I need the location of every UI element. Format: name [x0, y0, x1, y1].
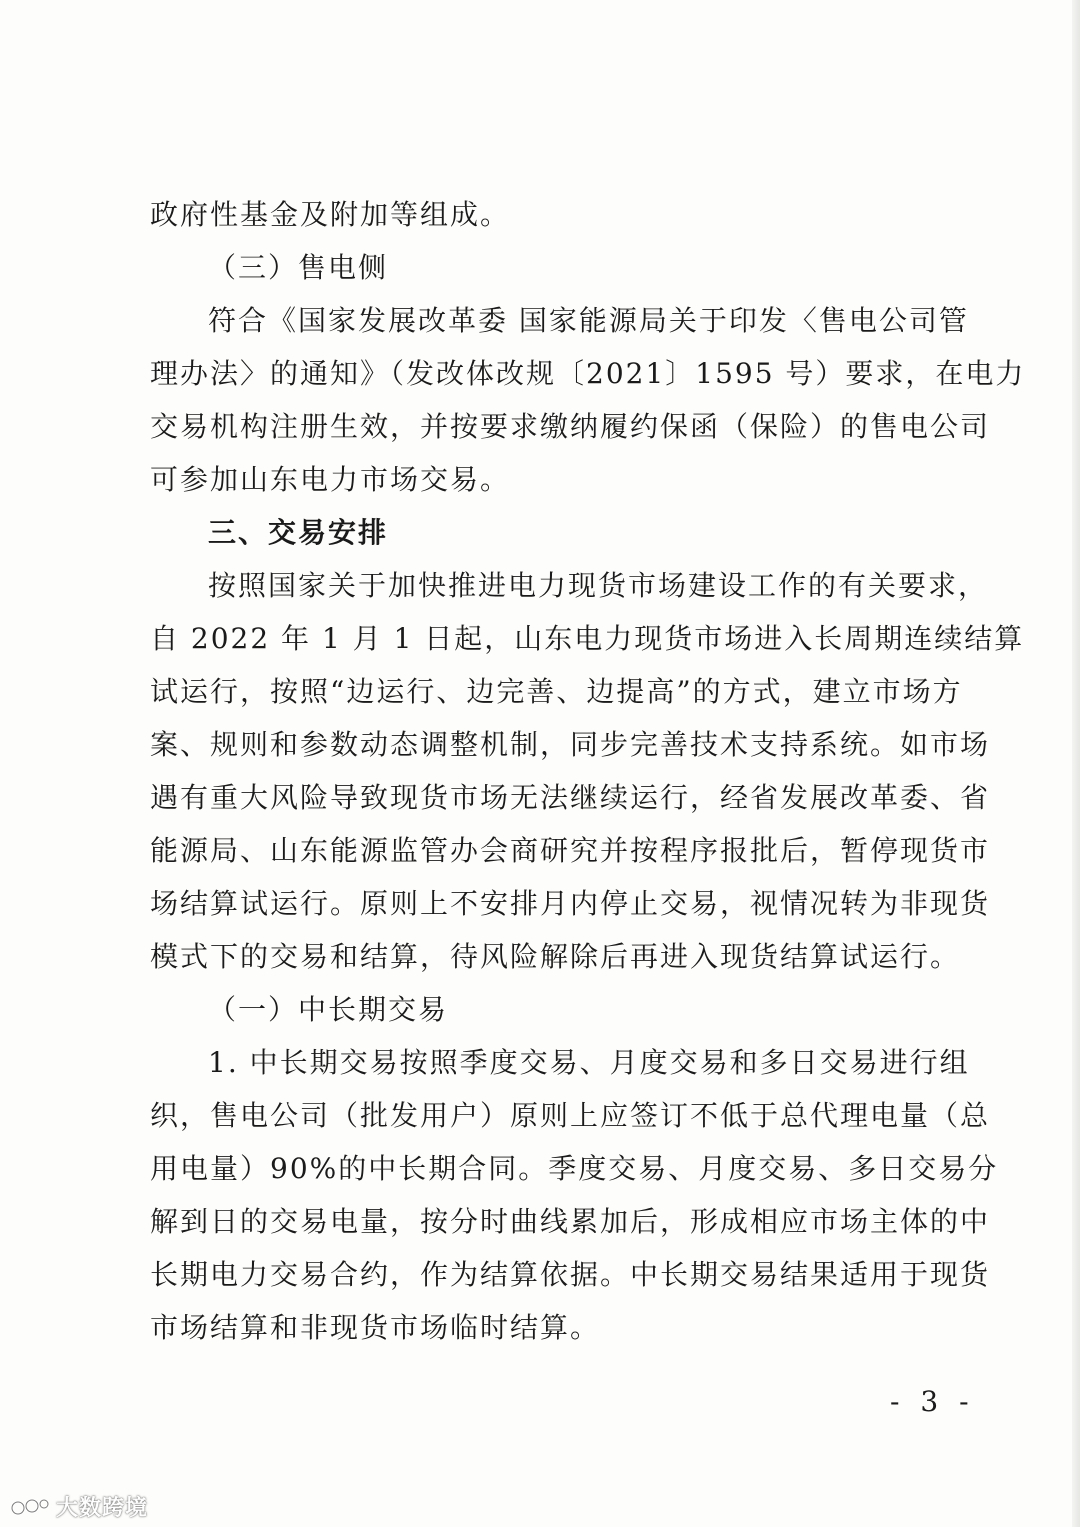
paragraph-line: 按照国家关于加快推进电力现货市场建设工作的有关要求， — [208, 569, 989, 602]
paragraph-line: 市场结算和非现货市场临时结算。 — [150, 1311, 601, 1344]
watermark — [10, 1491, 148, 1521]
body-text — [150, 188, 1026, 1354]
paragraph-line: 解到日的交易电量，按分时曲线累加后，形成相应市场主体的中 — [150, 1205, 991, 1238]
paragraph-line: 场结算试运行。原则上不安排月内停止交易，视情况转为非现货 — [150, 887, 991, 920]
paragraph-line: 交易机构注册生效，并按要求缴纳履约保函（保险）的售电公司 — [150, 410, 991, 443]
paragraph-line: 符合《国家发展改革委 国家能源局关于印发〈售电公司管 — [208, 304, 969, 337]
section-heading: 三、交易安排 — [208, 516, 389, 549]
paragraph-line: 用电量）90%的中长期合同。季度交易、月度交易、多日交易分 — [150, 1152, 999, 1185]
paragraph-line: 长期电力交易合约，作为结算依据。中长期交易结果适用于现货 — [150, 1258, 991, 1291]
paragraph-line: 试运行，按照“边运行、边完善、边提高”的方式，建立市场方 — [150, 675, 963, 708]
watermark-logo-icon — [10, 1494, 50, 1518]
paragraph-line: 遇有重大风险导致现货市场无法继续运行，经省发展改革委、省 — [150, 781, 991, 814]
paragraph-line: 模式下的交易和结算，待风险解除后再进入现货结算试运行。 — [150, 940, 961, 973]
paragraph-line: 理办法〉的通知》（发改体改规〔2021〕1595 号）要求，在电力 — [150, 357, 1026, 390]
subsection-heading: （三）售电侧 — [208, 251, 389, 284]
paragraph-line: 案、规则和参数动态调整机制，同步完善技术支持系统。如市场 — [150, 728, 991, 761]
paragraph-line: 能源局、山东能源监管办会商研究并按程序报批后，暂停现货市 — [150, 834, 991, 867]
subsection-heading: （一）中长期交易 — [208, 993, 449, 1026]
paragraph-line: 织，售电公司（批发用户）原则上应签订不低于总代理电量（总 — [150, 1099, 991, 1132]
page-number: - 3 - — [890, 1385, 975, 1418]
paragraph-line: 自 2022 年 1 月 1 日起，山东电力现货市场进入长周期连续结算 — [150, 622, 1025, 655]
paragraph-line: 政府性基金及附加等组成。 — [150, 198, 511, 231]
paragraph-line: 1. 中长期交易按照季度交易、月度交易和多日交易进行组 — [208, 1046, 970, 1079]
paragraph-line: 可参加山东电力市场交易。 — [150, 463, 511, 496]
watermark-text: 大数跨境 — [56, 1495, 149, 1521]
scan-edge — [1072, 0, 1080, 1527]
